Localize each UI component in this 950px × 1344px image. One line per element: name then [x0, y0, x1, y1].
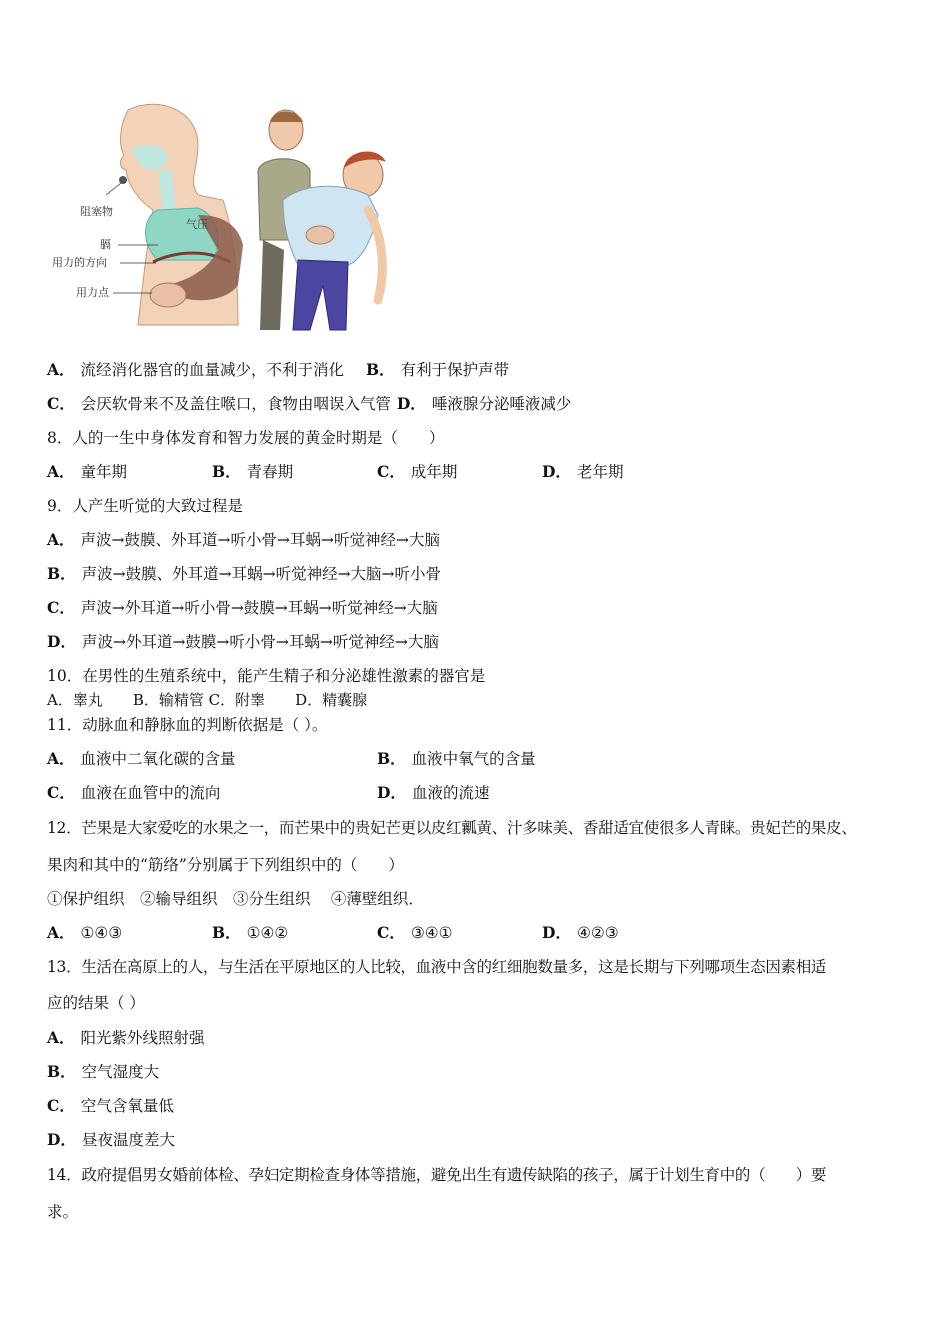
q8-option-d: 老年期: [576, 463, 624, 481]
heimlich-illustration: [48, 100, 393, 335]
q12-choices: ①保护组织 ②输导组织 ③分生组织 ④薄壁组织．: [47, 890, 424, 908]
q11-options-row-2: C． 血液在血管中的流向 D． 血液的流速: [47, 783, 490, 802]
q7-option-a: 流经消化器官的血量减少，不利于消化: [80, 361, 345, 379]
q12-stem-line-2: 果肉和其中的“筋络”分别属于下列组织中的（ ）: [47, 856, 404, 874]
q13-option-c: 空气含氧量低: [80, 1097, 174, 1115]
q13-option-b-row: B． 空气湿度大: [47, 1062, 160, 1081]
q7-option-c: 会厌软骨来不及盖住喉口，食物由咽误入气管: [80, 395, 391, 413]
label-diaphragm: 膈: [100, 238, 111, 251]
q9-option-c-row: C． 声波→外耳道→听小骨→鼓膜→耳蜗→听觉神经→大脑: [47, 598, 438, 617]
q8-options: A． 童年期 B． 青春期 C． 成年期 D． 老年期: [47, 462, 624, 481]
q9-stem: 9．人产生听觉的大致过程是: [47, 497, 243, 515]
q11-option-d: 血液的流速: [411, 784, 490, 802]
label-air-pressure: 气压: [186, 218, 208, 231]
q7-option-d-label: D．: [396, 394, 426, 413]
q12-option-c: ③④①: [410, 924, 453, 942]
q7-option-c-label: C．: [47, 394, 75, 413]
q12-stem-line-1: 12．芒果是大家爱吃的水果之一，而芒果中的贵妃芒更以皮红瓤黄、汁多味美、香甜适宜使很多人青睐。贵妃芒的果皮、: [47, 819, 857, 837]
q9-option-c: 声波→外耳道→听小骨→鼓膜→耳蜗→听觉神经→大脑: [80, 599, 438, 617]
q7-option-d: 唾液腺分泌唾液减少: [431, 395, 572, 413]
q11-option-c: 血液在血管中的流向: [80, 784, 221, 802]
q9-option-b: 声波→鼓膜、外耳道→耳蜗→听觉神经→大脑→听小骨: [81, 565, 442, 583]
q13-option-d-row: D． 昼夜温度差大: [47, 1130, 175, 1149]
q9-option-a: 声波→鼓膜、外耳道→听小骨→耳蜗→听觉神经→大脑: [80, 531, 440, 549]
q14-stem-line-2: 求。: [47, 1203, 79, 1221]
q11-option-a: 血液中二氧化碳的含量: [80, 750, 236, 768]
q7-option-b-label: B．: [366, 360, 395, 379]
q10-options: A．睾丸 B．输精管 C．附睾 D．精囊腺: [47, 691, 368, 709]
q11-stem: 11．动脉血和静脉血的判断依据是（ ）。: [47, 716, 328, 734]
q13-option-b: 空气湿度大: [81, 1063, 160, 1081]
q7-option-a-label: A．: [47, 360, 75, 379]
q9-option-b-row: B． 声波→鼓膜、外耳道→耳蜗→听觉神经→大脑→听小骨: [47, 564, 442, 583]
q13-option-d: 昼夜温度差大: [81, 1131, 175, 1149]
q7-option-b: 有利于保护声带: [400, 361, 510, 379]
q12-options: A． ①④③ B． ①④② C． ③④① D． ④②③: [47, 923, 619, 942]
label-obstruction: 阻塞物: [80, 205, 113, 218]
q13-option-a: 阳光紫外线照射强: [80, 1029, 205, 1047]
q8-stem: 8．人的一生中身体发育和智力发展的黄金时期是（ ）: [47, 429, 445, 447]
q9-option-a-row: A． 声波→鼓膜、外耳道→听小骨→耳蜗→听觉神经→大脑: [47, 530, 440, 549]
q7-options-row-1: [47, 360, 509, 380]
q11-option-b: 血液中氧气的含量: [411, 750, 536, 768]
q12-option-a: ①④③: [80, 924, 123, 942]
q11-options-row-1: A． 血液中二氧化碳的含量 B． 血液中氧气的含量: [47, 749, 536, 768]
q13-stem-line-1: 13．生活在高原上的人，与生活在平原地区的人比较，血液中含的红细胞数量多，这是长期与下列哪项生态因素相适: [47, 958, 827, 976]
q13-stem-line-2: 应的结果（ ）: [47, 994, 145, 1012]
q8-option-b: 青春期: [246, 463, 294, 481]
q8-option-a: 童年期: [80, 463, 128, 481]
label-force-direction: 用力的方向: [52, 256, 107, 269]
q7-options-row-2: [47, 394, 571, 414]
q12-option-b: ①④②: [246, 924, 289, 942]
q12-option-d: ④②③: [576, 924, 619, 942]
q10-stem: 10．在男性的生殖系统中，能产生精子和分泌雄性激素的器官是: [47, 667, 486, 685]
q13-option-a-row: A． 阳光紫外线照射强: [47, 1028, 205, 1047]
q8-option-c: 成年期: [410, 463, 458, 481]
q14-stem-line-1: 14．政府提倡男女婚前体检、孕妇定期检查身体等措施，避免出生有遗传缺陷的孩子，属于计划生育中的（ ）要: [47, 1166, 827, 1184]
label-force-point: 用力点: [76, 286, 109, 299]
q9-option-d: 声波→外耳道→鼓膜→听小骨→耳蜗→听觉神经→大脑: [81, 633, 439, 651]
q13-option-c-row: C． 空气含氧量低: [47, 1096, 174, 1115]
q9-option-d-row: D． 声波→外耳道→鼓膜→听小骨→耳蜗→听觉神经→大脑: [47, 632, 439, 651]
heimlich-figure: [48, 100, 393, 335]
